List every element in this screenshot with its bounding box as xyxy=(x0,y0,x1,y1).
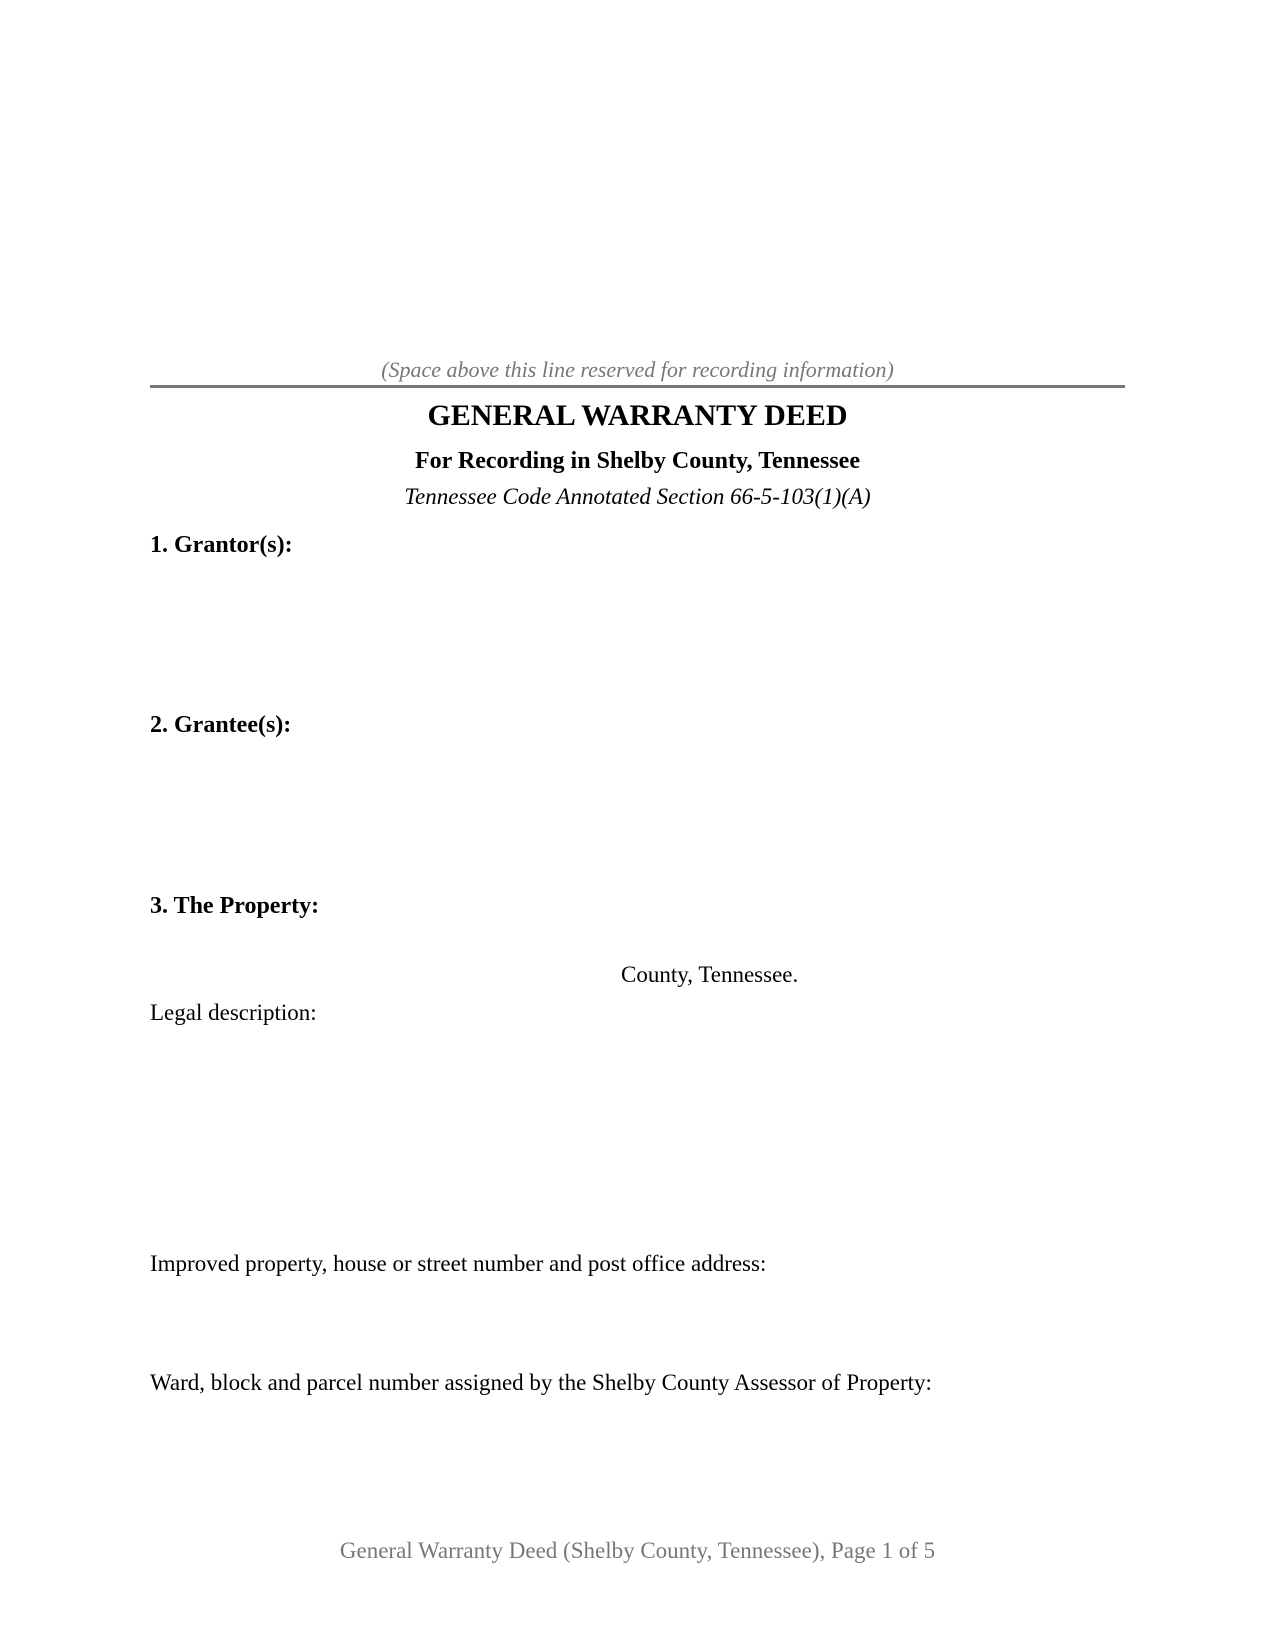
grantors-heading: 1. Grantor(s): xyxy=(150,532,293,558)
statute-reference: Tennessee Code Annotated Section 66-5-103(1)(A) xyxy=(404,484,871,509)
document-title: GENERAL WARRANTY DEED xyxy=(427,399,848,432)
document-subtitle: For Recording in Shelby County, Tennessee xyxy=(415,448,860,474)
legal-description-label: Legal description: xyxy=(150,1000,317,1025)
page-footer: General Warranty Deed (Shelby County, Tennessee), Page 1 of 5 xyxy=(339,1538,936,1563)
grantees-heading: 2. Grantee(s): xyxy=(150,712,292,738)
parcel-number-label: Ward, block and parcel number assigned by the Shelby County Assessor of Property: xyxy=(150,1370,932,1395)
recording-divider-line xyxy=(150,385,1125,388)
recording-reserved-note: (Space above this line reserved for recording information) xyxy=(381,357,894,382)
property-heading: 3. The Property: xyxy=(150,893,320,919)
property-county-text: County, Tennessee. xyxy=(621,962,799,987)
property-address-label: Improved property, house or street number and post office address: xyxy=(150,1251,767,1276)
